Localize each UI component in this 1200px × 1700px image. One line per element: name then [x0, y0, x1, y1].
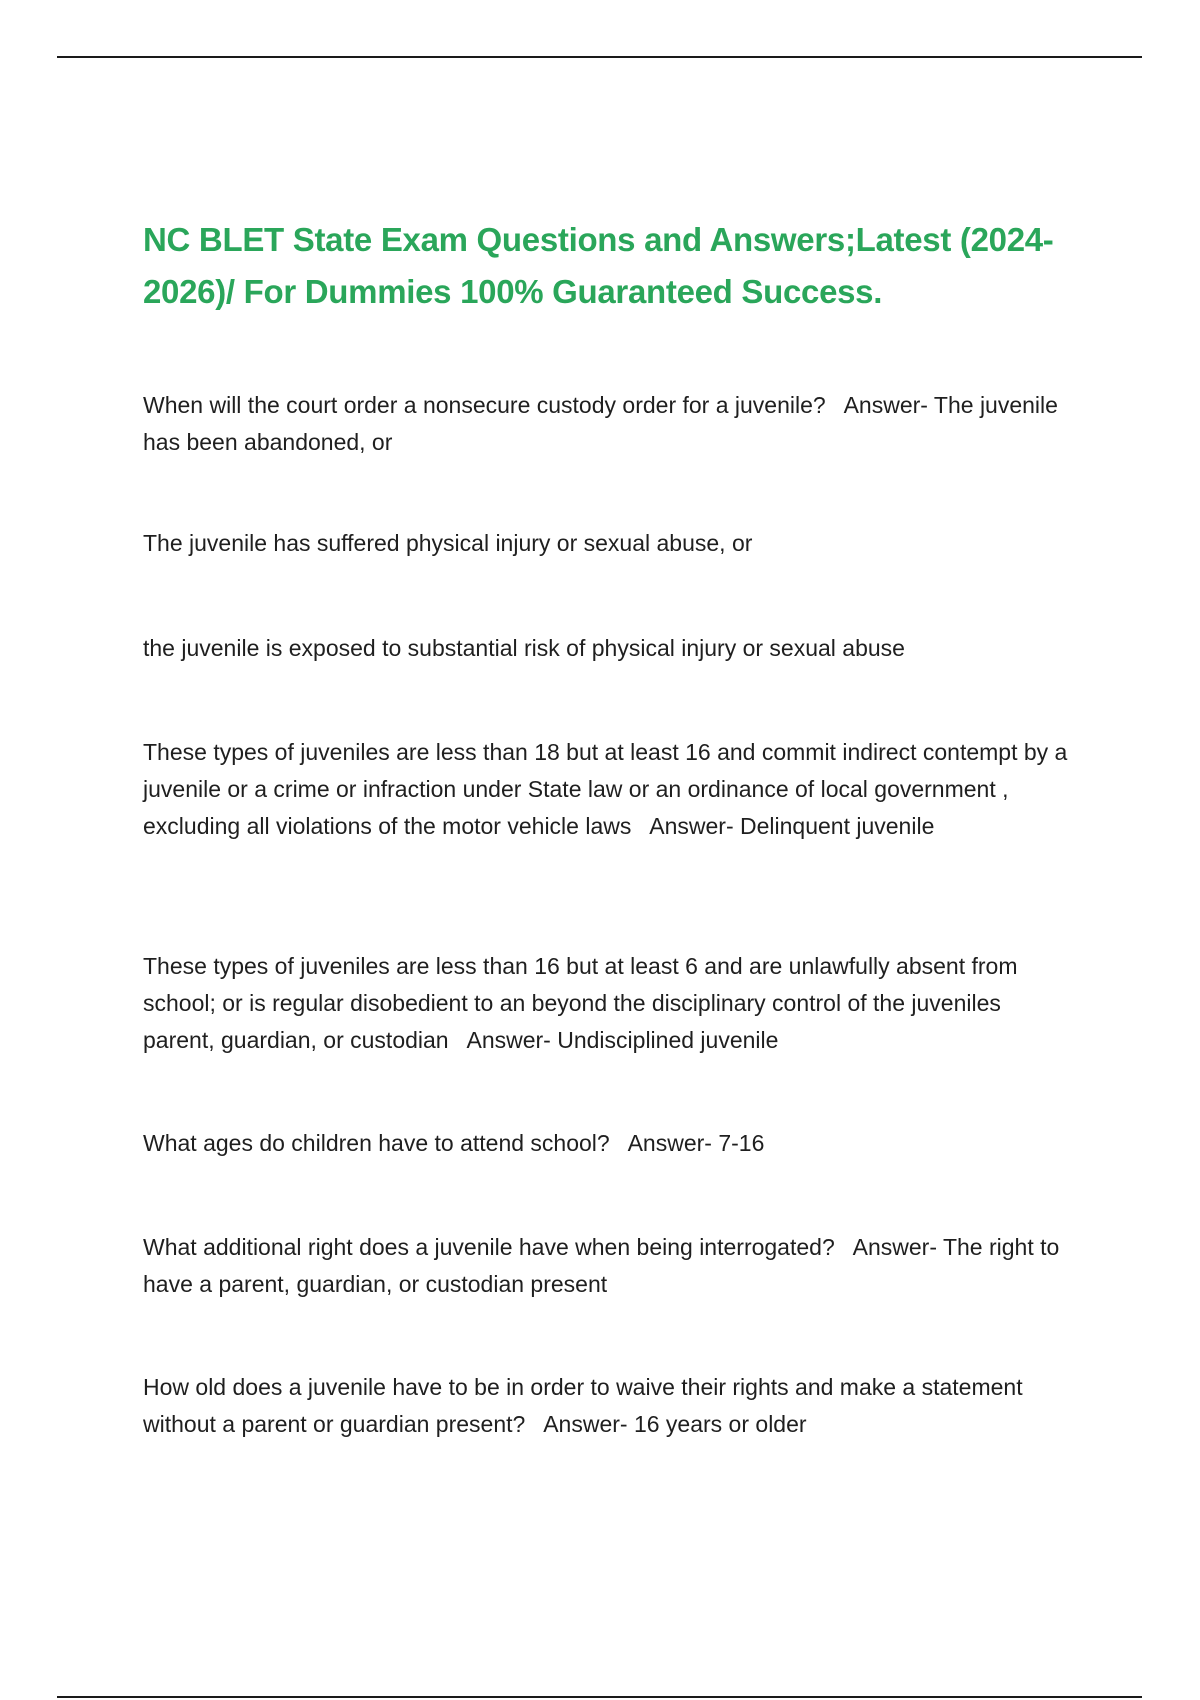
- qa-paragraph-7: What additional right does a juvenile have when being interrogated? Answer- The right to have a parent, guardian, or custodian present: [143, 1234, 1066, 1297]
- qa-paragraph-1: When will the court order a nonsecure custody order for a juvenile? Answer- The juvenile has been abandoned, or: [143, 392, 1065, 455]
- qa-paragraph-2: The juvenile has suffered physical injury or sexual abuse, or: [143, 530, 753, 556]
- qa-paragraph-5: These types of juveniles are less than 16 but at least 6 and are unlawfully absent from school; or is regular disobedient to an beyond the disciplinary control of the juveniles parent, guardian, or custodian Answer- Undisciplined juvenile: [143, 953, 1024, 1053]
- qa-paragraph-3: the juvenile is exposed to substantial risk of physical injury or sexual abuse: [143, 635, 905, 661]
- qa-paragraph-4: These types of juveniles are less than 18 but at least 16 and commit indirect contempt by a juvenile or a crime or infraction under State law or an ordinance of local government , excluding all violations of the motor vehicle laws Answer- Delinquent juvenile: [143, 739, 1074, 839]
- qa-paragraph-8: How old does a juvenile have to be in order to waive their rights and make a statement without a parent or guardian present? Answer- 16 years or older: [143, 1374, 1029, 1437]
- footer-rule: [57, 1696, 1142, 1698]
- header-rule: [57, 56, 1142, 58]
- qa-paragraph-6: What ages do children have to attend school? Answer- 7-16: [143, 1130, 765, 1156]
- document-title: NC BLET State Exam Questions and Answers;Latest (2024-2026)/ For Dummies 100% Guaranteed Success.: [143, 221, 1054, 310]
